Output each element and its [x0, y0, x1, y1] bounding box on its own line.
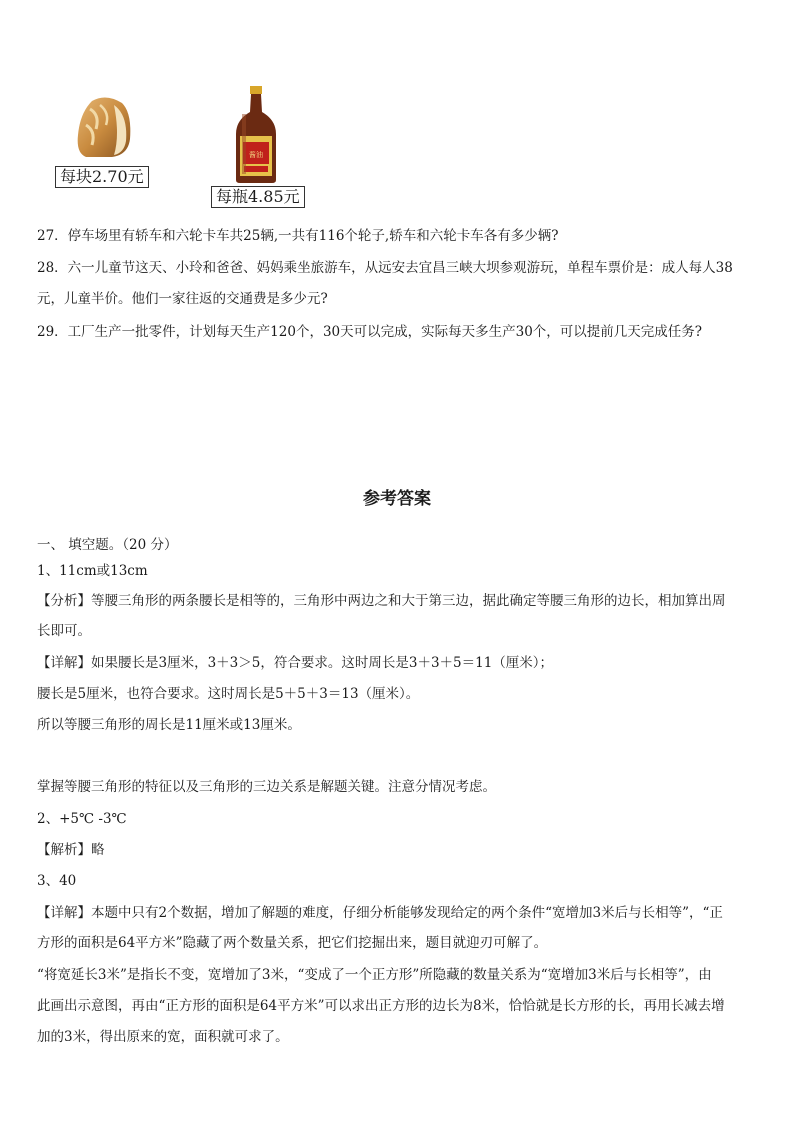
question-28: 28．六一儿童节这天、小玲和爸爸、妈妈乘坐旅游车，从远安去宜昌三峡大坝参观游玩，单程车票价是：成人每人38	[37, 260, 733, 276]
answer-3: 3、40	[37, 873, 77, 889]
bottle-label-text: 酱油	[249, 151, 263, 159]
question-27: 27．停车场里有轿车和六轮卡车共25辆,一共有116个轮子,轿车和六轮卡车各有多少辆?	[37, 228, 559, 244]
answer-line: “将宽延长3米”是指长不变，宽增加了3米，“变成了一个正方形”所隐藏的数量关系为“宽增加3米后与长相等”，由	[37, 967, 712, 983]
answer-line: 腰长是5厘米，也符合要求。这时周长是5＋5＋3＝13（厘米）。	[37, 686, 420, 702]
answer-2: 2、+5℃ -3℃	[37, 811, 127, 827]
soy-sauce-bottle-image	[232, 84, 280, 184]
question-29: 29．工厂生产一批零件，计划每天生产120个，30天可以完成，实际每天多生产30个，可以提前几天完成任务?	[37, 324, 703, 340]
bread-image	[72, 95, 136, 161]
answer-line: 【分析】等腰三角形的两条腰长是相等的，三角形中两边之和大于第三边，据此确定等腰三角形的边长，相加算出周	[37, 593, 726, 609]
question-28-cont: 元，儿童半价。他们一家往返的交通费是多少元?	[37, 291, 328, 307]
answer-line: 长即可。	[37, 623, 91, 639]
answers-title: 参考答案	[363, 489, 431, 509]
answer-1: 1、11cm或13cm	[37, 563, 148, 579]
answer-line: 加的3米，得出原来的宽，面积就可求了。	[37, 1029, 289, 1045]
answer-line: 【详解】本题中只有2个数据，增加了解题的难度，仔细分析能够发现给定的两个条件“宽增加3米后与长相等”，“正	[37, 905, 723, 921]
answer-line: 此画出示意图，再由“正方形的面积是64平方米”可以求出正方形的边长为8米，恰恰就是长方形的长，再用长减去增	[37, 998, 725, 1014]
bread-price-label: 每块2.70元	[55, 166, 149, 188]
section-heading: 一、 填空题。（20 分）	[37, 537, 178, 553]
answer-line: 方形的面积是64平方米”隐藏了两个数量关系，把它们挖掘出来，题目就迎刃可解了。	[37, 935, 548, 951]
answer-line: 所以等腰三角形的周长是11厘米或13厘米。	[37, 717, 301, 733]
answer-line: 【解析】略	[37, 842, 105, 858]
answer-line: 掌握等腰三角形的特征以及三角形的三边关系是解题关键。注意分情况考虑。	[37, 779, 496, 795]
bottle-price-label: 每瓶4.85元	[211, 186, 305, 208]
answer-line: 【详解】如果腰长是3厘米，3＋3＞5，符合要求。这时周长是3＋3＋5＝11（厘米）；	[37, 655, 554, 671]
